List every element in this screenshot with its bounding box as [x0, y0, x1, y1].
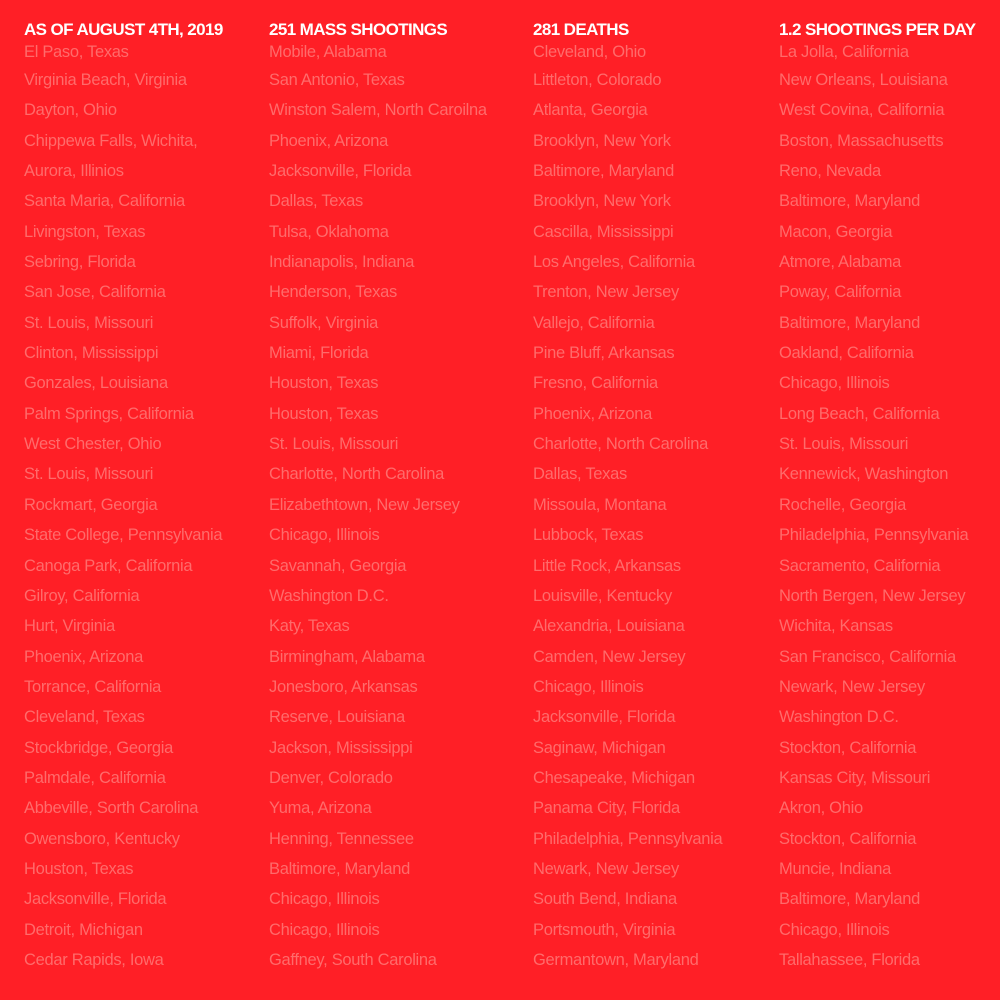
city-item: Kansas City, Missouri — [779, 768, 931, 787]
city-item: Baltimore, Maryland — [779, 313, 921, 332]
city-item: Palm Springs, California — [24, 404, 194, 423]
city-item: Savannah, Georgia — [269, 556, 407, 575]
city-item: Lubbock, Texas — [533, 526, 644, 545]
city-list — [269, 40, 487, 975]
city-item: Louisville, Kentucky — [533, 586, 672, 605]
city-item: Stockbridge, Georgia — [24, 738, 174, 757]
city-item: St. Louis, Missouri — [269, 435, 399, 454]
city-item: Washington D.C. — [269, 586, 389, 605]
city-item: Chicago, Illinois — [269, 526, 380, 545]
city-item: Charlotte, North Carolina — [269, 465, 444, 484]
city-item: Stockton, California — [779, 829, 917, 848]
city-item: State College, Pennsylvania — [24, 526, 223, 545]
city-item: Henning, Tennessee — [269, 829, 414, 848]
city-item: Littleton, Colorado — [533, 71, 662, 89]
city-item: Houston, Texas — [24, 859, 134, 878]
city-item: Santa Maria, California — [24, 192, 185, 211]
city-item: Newark, New Jersey — [779, 677, 925, 696]
city-item: Wichita, Kansas — [779, 617, 893, 636]
city-item: Long Beach, California — [779, 404, 940, 423]
city-item: Fresno, California — [533, 374, 658, 393]
city-item: Denver, Colorado — [269, 768, 393, 787]
city-item: Philadelphia, Pennsylvania — [533, 829, 723, 848]
city-item: Houston, Texas — [269, 374, 379, 393]
city-item: Henderson, Texas — [269, 283, 397, 302]
city-item: Chicago, Illinois — [269, 890, 380, 909]
city-item: Gilroy, California — [24, 586, 140, 605]
city-item: Tallahassee, Florida — [779, 950, 920, 969]
city-item: Chicago, Illinois — [269, 920, 380, 939]
city-item: Alexandria, Louisiana — [533, 617, 685, 636]
city-item: Macon, Georgia — [779, 222, 893, 241]
city-item: Yuma, Arizona — [269, 799, 372, 818]
city-item: Suffolk, Virginia — [269, 313, 378, 332]
city-item: Phoenix, Arizona — [24, 647, 144, 666]
city-item: Muncie, Indiana — [779, 859, 891, 878]
city-item: Houston, Texas — [269, 404, 379, 423]
city-item: Baltimore, Maryland — [779, 890, 921, 909]
city-item: Portsmouth, Virginia — [533, 920, 676, 939]
city-item: Washington D.C. — [779, 708, 899, 727]
city-item: Virginia Beach, Virginia — [24, 71, 187, 89]
column-deaths — [533, 18, 722, 975]
city-item: Hurt, Virginia — [24, 617, 115, 636]
city-item: Los Angeles, California — [533, 253, 695, 272]
column-header-deaths: 281 DEATHS — [533, 20, 629, 39]
city-item: Trenton, New Jersey — [533, 283, 679, 302]
city-item: Cascilla, Mississippi — [533, 222, 674, 241]
city-item: St. Louis, Missouri — [24, 313, 154, 332]
city-item: Reserve, Louisiana — [269, 708, 405, 727]
city-item: North Bergen, New Jersey — [779, 586, 966, 605]
city-item: Sacramento, California — [779, 556, 941, 575]
city-item: San Antonio, Texas — [269, 71, 405, 89]
city-item: Charlotte, North Carolina — [533, 435, 708, 454]
city-item: Panama City, Florida — [533, 799, 680, 818]
column-header-date: AS OF AUGUST 4TH, 2019 — [24, 20, 223, 39]
city-list — [533, 40, 722, 975]
city-item: Sebring, Florida — [24, 253, 136, 272]
column-header-shootings-per-day: 1.2 SHOOTINGS PER DAY — [779, 20, 976, 39]
city-item: Akron, Ohio — [779, 799, 863, 818]
city-item: Atmore, Alabama — [779, 253, 902, 272]
city-item: Chicago, Illinois — [779, 920, 890, 939]
city-item: Baltimore, Maryland — [269, 859, 411, 878]
city-item: Livingston, Texas — [24, 222, 146, 241]
city-item: Jackson, Mississippi — [269, 738, 413, 757]
city-item: Vallejo, California — [533, 313, 655, 332]
city-list — [24, 40, 223, 975]
city-item: Baltimore, Maryland — [779, 192, 921, 211]
city-item: Poway, California — [779, 283, 902, 302]
city-item: Chicago, Illinois — [779, 374, 890, 393]
city-item: Torrance, California — [24, 677, 162, 696]
city-item: Oakland, California — [779, 344, 914, 363]
city-item: Dayton, Ohio — [24, 101, 117, 120]
city-item: Winston Salem, North Caroilna — [269, 101, 487, 120]
city-item: Abbeville, Sorth Carolina — [24, 799, 199, 818]
city-item: New Orleans, Louisiana — [779, 71, 948, 89]
city-item: San Jose, California — [24, 283, 166, 302]
city-item: Brooklyn, New York — [533, 192, 671, 211]
city-item: El Paso, Texas — [24, 43, 129, 61]
city-item: Rockmart, Georgia — [24, 495, 158, 514]
city-item: West Covina, California — [779, 101, 945, 120]
city-item: Phoenix, Arizona — [269, 131, 389, 150]
city-item: St. Louis, Missouri — [779, 435, 909, 454]
city-item: Newark, New Jersey — [533, 859, 679, 878]
city-item: Jacksonville, Florida — [24, 890, 167, 909]
city-item: Dallas, Texas — [533, 465, 627, 484]
city-item: Miami, Florida — [269, 344, 369, 363]
city-item: Atlanta, Georgia — [533, 101, 648, 120]
city-item: Pine Bluff, Arkansas — [533, 344, 675, 363]
column-shootings-per-day — [779, 18, 976, 975]
city-item: Cleveland, Ohio — [533, 43, 646, 61]
city-item: Palmdale, California — [24, 768, 166, 787]
city-item: Dallas, Texas — [269, 192, 363, 211]
city-item: Canoga Park, California — [24, 556, 193, 575]
city-item: La Jolla, California — [779, 43, 909, 61]
city-item: Birmingham, Alabama — [269, 647, 425, 666]
city-item: Kennewick, Washington — [779, 465, 949, 484]
city-item: Katy, Texas — [269, 617, 350, 636]
city-item: Camden, New Jersey — [533, 647, 686, 666]
city-item: San Francisco, California — [779, 647, 956, 666]
column-header-mass-shootings: 251 MASS SHOOTINGS — [269, 20, 448, 39]
city-item: Boston, Massachusetts — [779, 131, 944, 150]
city-item: Jacksonville, Florida — [269, 162, 412, 181]
city-item: Cedar Rapids, Iowa — [24, 950, 164, 969]
city-item: Stockton, California — [779, 738, 917, 757]
city-item: Gaffney, South Carolina — [269, 950, 437, 969]
city-item: Detroit, Michigan — [24, 920, 143, 939]
city-item: Gonzales, Louisiana — [24, 374, 168, 393]
column-mass-shootings — [269, 18, 487, 975]
city-item: Chesapeake, Michigan — [533, 768, 695, 787]
city-item: Jonesboro, Arkansas — [269, 677, 418, 696]
city-item: Jacksonville, Florida — [533, 708, 676, 727]
city-item: West Chester, Ohio — [24, 435, 162, 454]
city-item: Aurora, Illinios — [24, 162, 124, 181]
city-item: St. Louis, Missouri — [24, 465, 154, 484]
city-item: Baltimore, Maryland — [533, 162, 675, 181]
city-item: Philadelphia, Pennsylvania — [779, 526, 969, 545]
city-item: Phoenix, Arizona — [533, 404, 653, 423]
city-item: Owensboro, Kentucky — [24, 829, 180, 848]
city-item: Saginaw, Michigan — [533, 738, 666, 757]
city-item: Reno, Nevada — [779, 162, 881, 181]
city-item: Germantown, Maryland — [533, 950, 699, 969]
city-list — [779, 40, 976, 975]
city-item: Clinton, Mississippi — [24, 344, 159, 363]
city-item: Indianapolis, Indiana — [269, 253, 415, 272]
city-item: Cleveland, Texas — [24, 708, 145, 727]
city-item: Tulsa, Oklahoma — [269, 222, 389, 241]
city-item: Elizabethtown, New Jersey — [269, 495, 460, 514]
city-item: Missoula, Montana — [533, 495, 667, 514]
city-item: South Bend, Indiana — [533, 890, 677, 909]
city-item: Mobile, Alabama — [269, 43, 387, 61]
city-item: Chippewa Falls, Wichita, — [24, 131, 198, 150]
city-item: Chicago, Illinois — [533, 677, 644, 696]
city-item: Brooklyn, New York — [533, 131, 671, 150]
city-item: Rochelle, Georgia — [779, 495, 906, 514]
column-date — [24, 18, 223, 975]
city-item: Little Rock, Arkansas — [533, 556, 681, 575]
